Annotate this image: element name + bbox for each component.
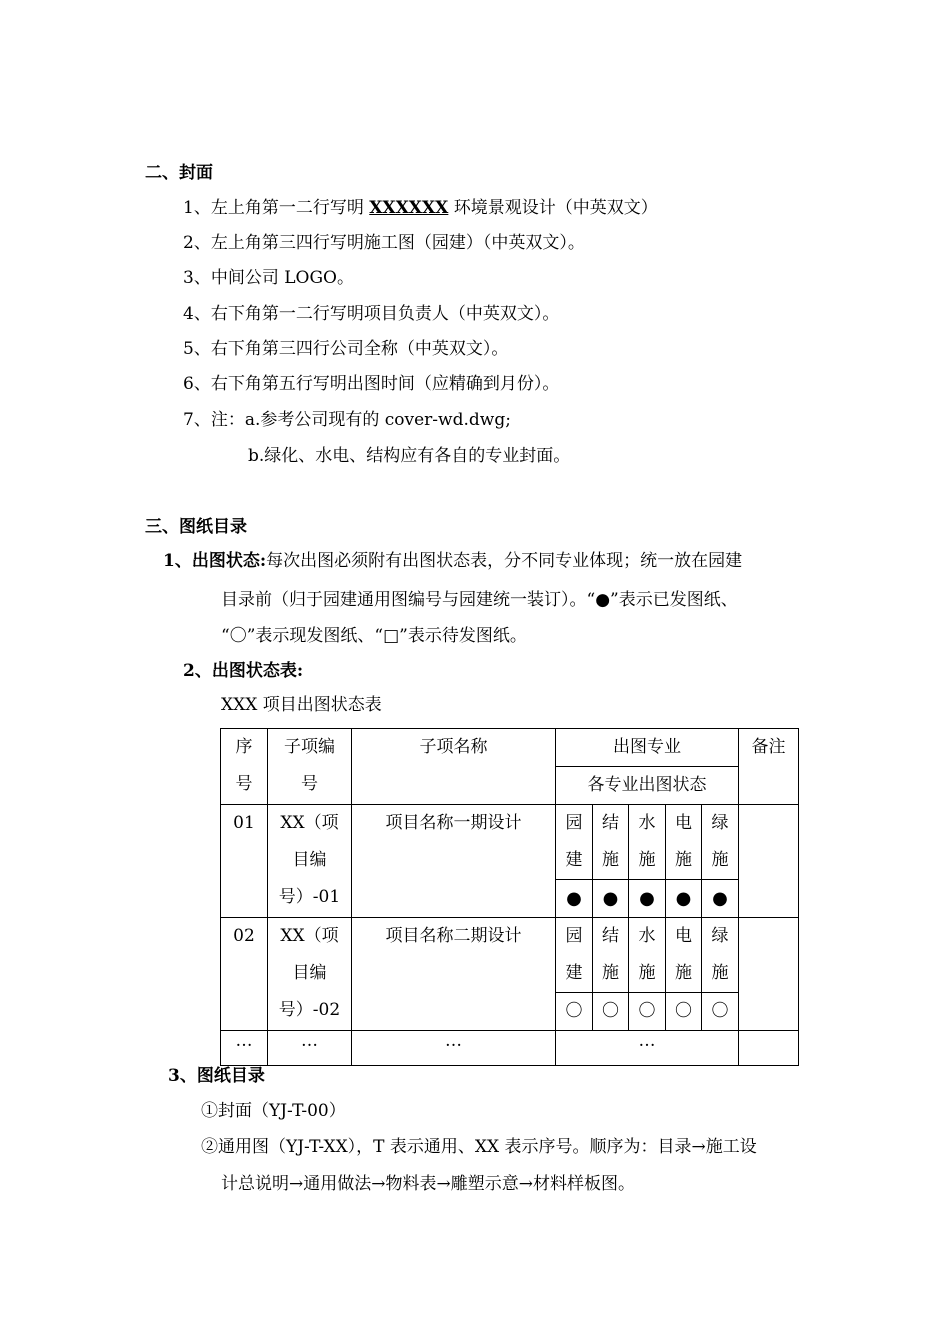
cover-item-2: 2、左上角第三四行写明施工图（园建）（中英双文）。 <box>183 233 585 253</box>
row-02-status-5: 〇 <box>702 993 739 1031</box>
row-01-major-1: 园 建 <box>556 805 593 880</box>
row-02-status-1: 〇 <box>556 993 593 1031</box>
row-02-name: 项目名称二期设计 <box>352 918 556 1031</box>
status-text-1: 每次出图必须附有出图状态表，分不同专业体现；统一放在园建 <box>266 551 743 571</box>
row-01-status-1: ● <box>556 880 593 918</box>
ellipsis-code: … <box>268 1031 352 1066</box>
cover-item-1 <box>183 197 658 219</box>
row-02-major-4: 电 施 <box>666 918 702 993</box>
row-02-status-3: 〇 <box>629 993 666 1031</box>
ellipsis-remark <box>739 1031 799 1066</box>
catalog-item-cover: ①封面（YJ-T-00） <box>201 1101 346 1121</box>
table-title: XXX 项目出图状态表 <box>221 695 382 715</box>
row-01-major-3: 水 施 <box>629 805 666 880</box>
status-paragraph-line-1 <box>163 550 742 572</box>
row-02-major-5: 绿 施 <box>702 918 739 993</box>
row-01-code: XX（项 目编 号）-01 <box>268 805 352 918</box>
cover-item-1-suffix: 环境景观设计（中英双文） <box>448 198 658 218</box>
row-01-major-2: 结 施 <box>593 805 629 880</box>
cover-item-7: 7、注：a.参考公司现有的 cover-wd.dwg; <box>183 410 511 430</box>
catalog-item-general-1: ②通用图（YJ-T-XX），T 表示通用、XX 表示序号。顺序为：目录→施工设 <box>201 1137 757 1157</box>
row-02-major-1: 园 建 <box>556 918 593 993</box>
row-01-name: 项目名称一期设计 <box>352 805 556 918</box>
row-02-no: 02 <box>221 918 268 1031</box>
status-table-label: 2、出图状态表: <box>183 661 304 681</box>
row-01-major-5: 绿 施 <box>702 805 739 880</box>
status-label: 1、出图状态: <box>163 551 267 571</box>
catalog-subheading: 3、图纸目录 <box>168 1066 265 1086</box>
cover-item-7b: b.绿化、水电、结构应有各自的专业封面。 <box>248 446 571 466</box>
row-01-status-2: ● <box>593 880 629 918</box>
status-table <box>220 728 799 1066</box>
row-01-status-4: ● <box>666 880 702 918</box>
ellipsis-no: … <box>221 1031 268 1066</box>
header-code: 子项编 号 <box>268 729 352 805</box>
ellipsis-name: … <box>352 1031 556 1066</box>
status-paragraph-line-2: 目录前（归于园建通用图编号与园建统一装订）。“●”表示已发图纸、 <box>221 590 738 610</box>
row-01-status-5: ● <box>702 880 739 918</box>
header-remark: 备注 <box>739 729 799 805</box>
cover-item-1-prefix: 1、左上角第一二行写明 <box>183 198 370 218</box>
cover-item-4: 4、右下角第一二行写明项目负责人（中英双文）。 <box>183 304 560 324</box>
row-02-remark <box>739 918 799 1031</box>
catalog-heading: 三、图纸目录 <box>145 517 247 537</box>
catalog-item-general-2: 计总说明→通用做法→物料表→雕塑示意→材料样板图。 <box>221 1174 635 1194</box>
header-name: 子项名称 <box>352 729 556 805</box>
row-01-remark <box>739 805 799 918</box>
row-02-status-2: 〇 <box>593 993 629 1031</box>
row-01-status-3: ● <box>629 880 666 918</box>
cover-item-5: 5、右下角第三四行公司全称（中英双文）。 <box>183 339 509 359</box>
header-status: 各专业出图状态 <box>556 767 739 805</box>
cover-heading: 二、封面 <box>145 163 213 183</box>
row-02-major-2: 结 施 <box>593 918 629 993</box>
ellipsis-status: … <box>556 1031 739 1066</box>
row-02-status-4: 〇 <box>666 993 702 1031</box>
header-no: 序 号 <box>221 729 268 805</box>
cover-item-3: 3、中间公司 LOGO。 <box>183 268 354 288</box>
header-major: 出图专业 <box>556 729 739 767</box>
row-01-major-4: 电 施 <box>666 805 702 880</box>
row-02-code: XX（项 目编 号）-02 <box>268 918 352 1031</box>
project-name-placeholder: XXXXXX <box>369 198 449 218</box>
cover-item-6: 6、右下角第五行写明出图时间（应精确到月份）。 <box>183 374 560 394</box>
row-02-major-3: 水 施 <box>629 918 666 993</box>
row-01-no: 01 <box>221 805 268 918</box>
status-paragraph-line-3: “〇”表示现发图纸、“□”表示待发图纸。 <box>221 626 527 646</box>
